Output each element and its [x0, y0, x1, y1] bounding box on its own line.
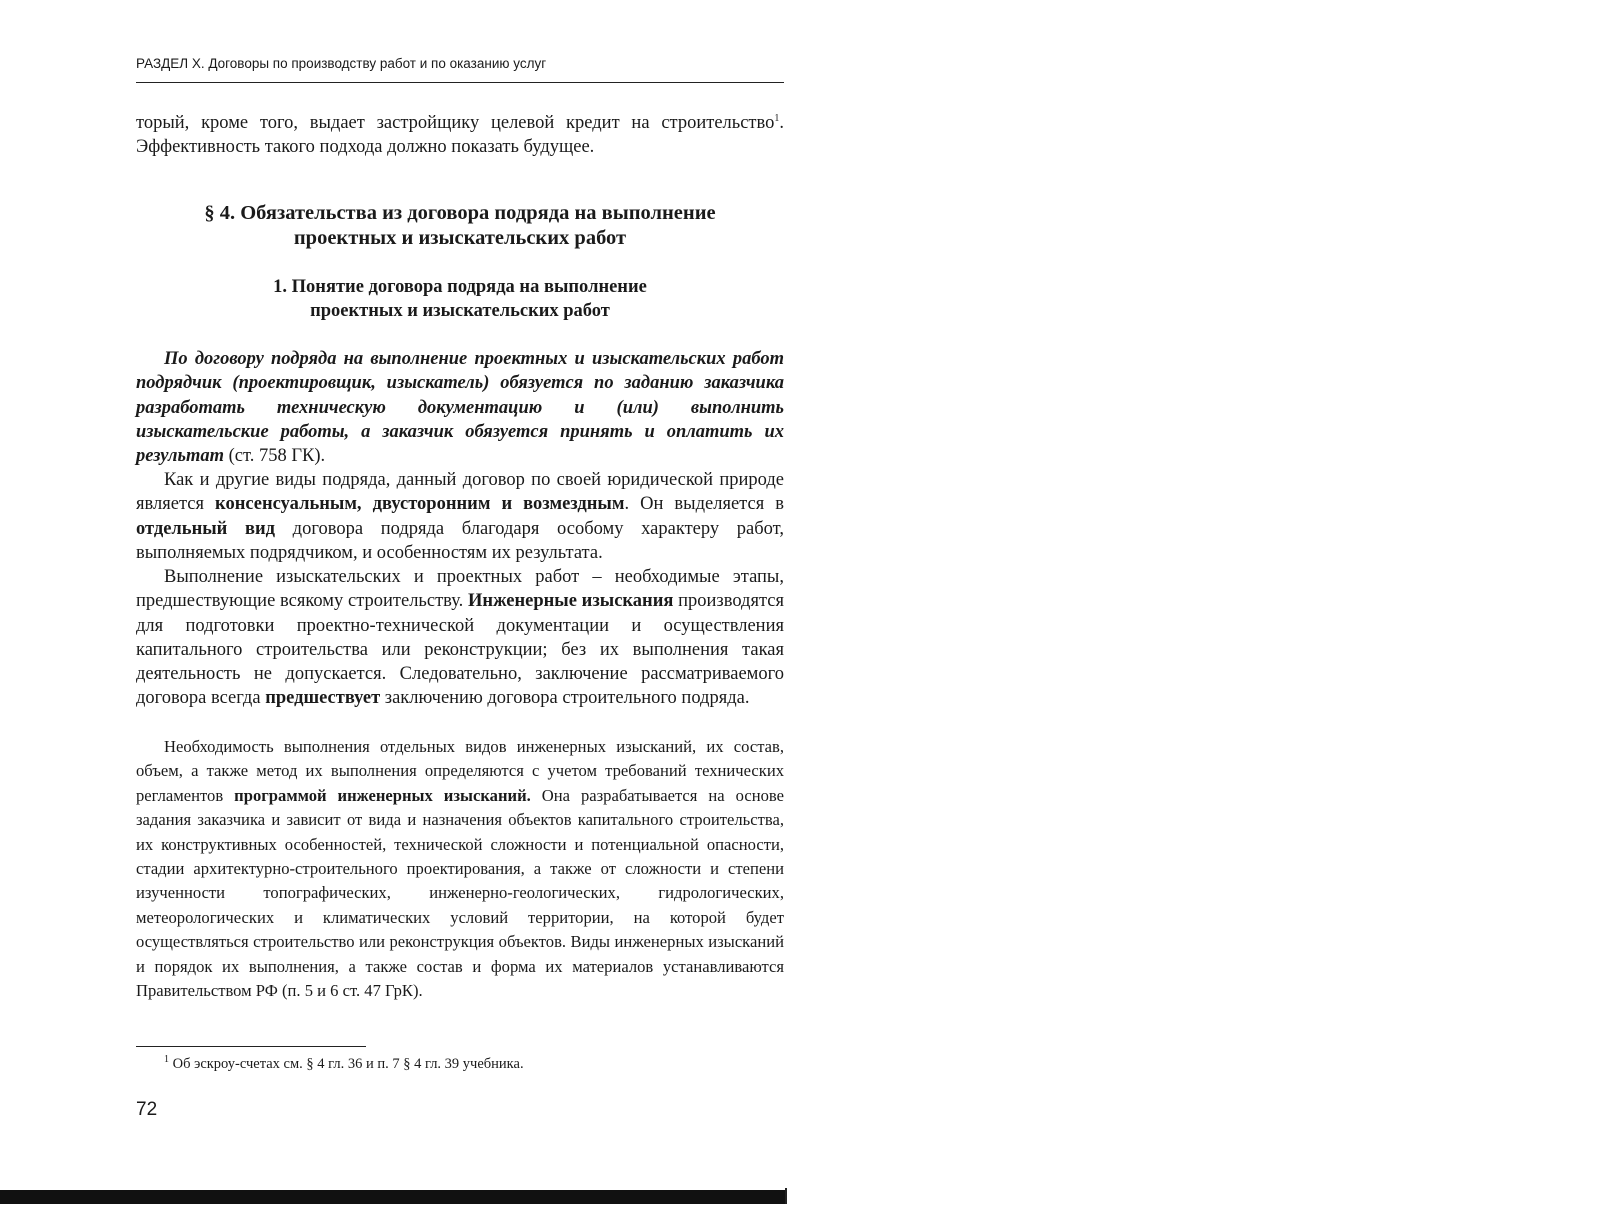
footnote-reference: 1	[774, 113, 780, 124]
header-rule	[136, 82, 784, 83]
page-number: 72	[136, 1099, 158, 1120]
paragraph-2-bold-2: предшествует	[265, 688, 381, 709]
book-page	[136, 0, 784, 1229]
paragraph-1-bold-1: консенсуальным, двусторонним и возмездным	[215, 494, 625, 515]
scan-spine-mark	[785, 1188, 787, 1204]
section-title-line-2: проектных и изыскательских работ	[293, 227, 627, 249]
subsection-title-line-1: 1. Понятие договора подряда на выполнение	[273, 277, 647, 297]
paragraph-2-a: Выполнение изыскательских и проектных работ – необходимые этапы, предшествующие всякому строительству.	[136, 567, 784, 612]
paragraph-1-c: . Он выделяется в	[624, 494, 784, 515]
definition-tail: (ст. 758 ГК).	[224, 446, 326, 467]
definition-bold-italic: По договору подряда на выполнение проектных и изыскательских работ подрядчик (проектировщик, изыскатель) обязуется по заданию заказчика разработать техническую документацию и (или) выполнить изыскательские работы, а заказчик обязуется принять и оплатить их результат	[136, 349, 784, 467]
paragraph-2-bold-1: Инженерные изыскания	[468, 591, 674, 612]
paragraph-3-a: Необходимость выполнения отдельных видов инженерных изысканий, их состав, объем, а также метод их выполнения определяются с учетом требований технических регламентов	[136, 737, 784, 805]
continuation-paragraph	[136, 107, 784, 160]
paragraph-3-bold: программой инженерных изысканий.	[234, 785, 531, 805]
subsection-title	[136, 275, 784, 323]
scan-edge-bar	[0, 1190, 786, 1204]
running-head: РАЗДЕЛ X. Договоры по производству работ и по оказанию услуг	[136, 56, 547, 71]
paragraph-3	[136, 735, 784, 1003]
paragraph-1-a: Как и другие виды подряда, данный договор по своей юридической природе является	[136, 470, 784, 515]
paragraph-1	[136, 468, 784, 565]
definition-paragraph	[136, 347, 784, 468]
footnote-mark: 1	[164, 1054, 169, 1065]
continuation-text-after: . Эффективность такого подхода должно показать будущее.	[136, 113, 784, 158]
section-title	[136, 201, 784, 251]
paragraph-1-e: договора подряда благодаря особому характеру работ, выполняемых подрядчиком, и особенностям их результата.	[136, 518, 784, 563]
subsection-title-line-2: проектных и изыскательских работ	[310, 301, 610, 321]
paragraph-2	[136, 565, 784, 711]
footnote-text: Об эскроу-счетах см. § 4 гл. 36 и п. 7 § 4 гл. 39 учебника.	[169, 1055, 524, 1072]
paragraph-2-e: заключению договора строительного подряда.	[380, 688, 750, 709]
continuation-text: торый, кроме того, выдает застройщику целевой кредит на строительство	[136, 113, 775, 134]
footnote-rule	[136, 1046, 366, 1047]
paragraph-3-c: Она разрабатывается на основе задания заказчика и зависит от вида и назначения объектов капитального строительства, их конструктивных особенностей, технической сложности и потенциальной опасности, стадии архитектурно-строительного проектирования, а также от сложности и степени изученности топографических, инженерно-геологических, гидрологических, метеорологических и климатических условий территории, на которой будет осуществляться строительство или реконструкция объектов. Виды инженерных изысканий и порядок их выполнения, а также состав и форма их материалов устанавливаются Правительством РФ (п. 5 и 6 ст. 47 ГрК).	[136, 785, 784, 1001]
section-title-line-1: § 4. Обязательства из договора подряда на выполнение	[204, 202, 716, 224]
paragraph-2-c: производятся для подготовки проектно-технической документации и осуществления капитального строительства или реконструкции; без их выполнения такая деятельность не допускается. Следовательно, заключение рассматриваемого договора всегда	[136, 591, 784, 709]
footnote	[164, 1054, 524, 1073]
paragraph-1-bold-2: отдельный вид	[136, 518, 276, 539]
